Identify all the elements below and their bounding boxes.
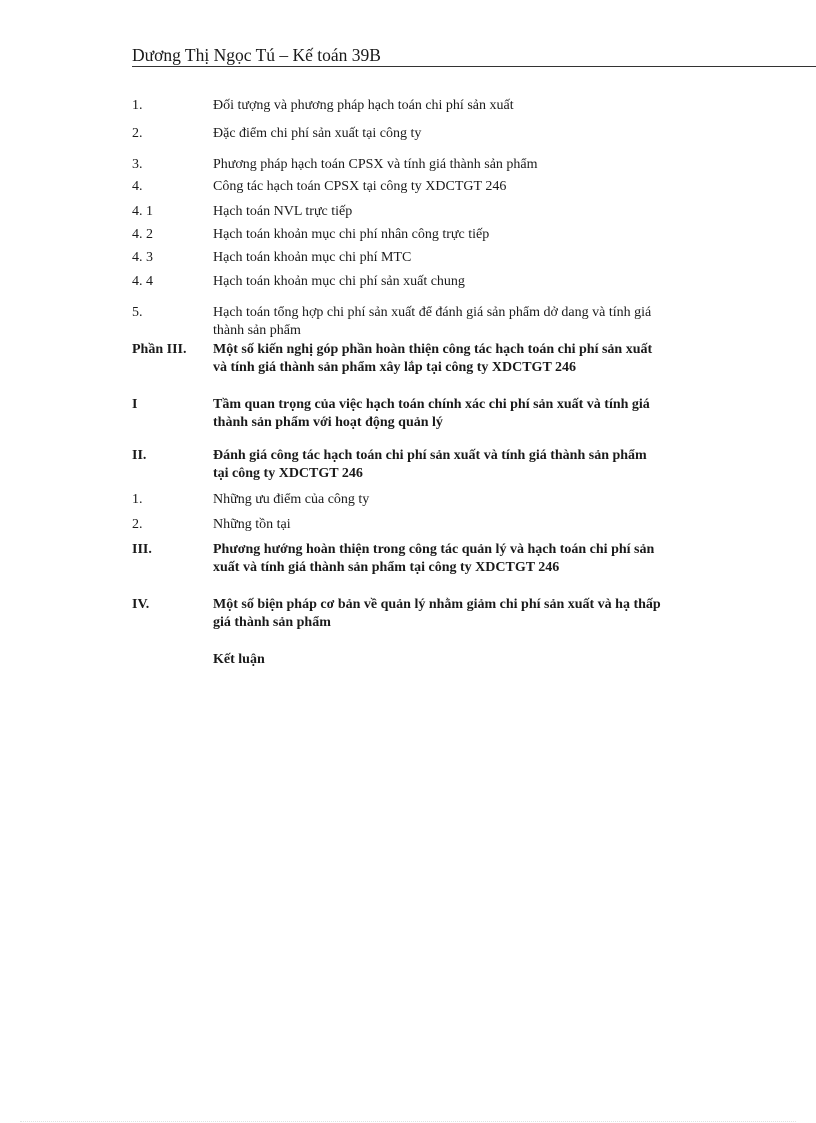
toc-text: Đối tượng và phương pháp hạch toán chi phí sản xuất xyxy=(213,98,514,113)
toc-number: 1. xyxy=(132,98,143,113)
toc-text: Kết luận xyxy=(213,652,265,667)
toc-number: 3. xyxy=(132,157,143,172)
toc-number: 2. xyxy=(132,517,143,532)
toc-number: 4. xyxy=(132,179,143,194)
toc-text: Tầm quan trọng của việc hạch toán chính xác chi phí sản xuất và tính giá thành sản phẩm với hoạt động quản lý xyxy=(213,397,650,430)
toc-number: 4. 4 xyxy=(132,274,153,289)
toc-text: Đánh giá công tác hạch toán chi phí sản xuất và tính giá thành sản phẩm tại công ty XDCTGT 246 xyxy=(213,448,647,481)
toc-number: II. xyxy=(132,448,147,463)
toc-number: 4. 2 xyxy=(132,227,153,242)
toc-number: 5. xyxy=(132,305,143,320)
toc-text: Một số biện pháp cơ bản về quản lý nhằm giảm chi phí sản xuất và hạ thấp giá thành sản phẩm xyxy=(213,597,661,630)
toc-number: 2. xyxy=(132,126,143,141)
toc-number: 1. xyxy=(132,492,143,507)
toc-text: Công tác hạch toán CPSX tại công ty XDCTGT 246 xyxy=(213,179,507,194)
toc-text: Hạch toán khoản mục chi phí sản xuất chung xyxy=(213,274,465,289)
toc-text: Phương hướng hoàn thiện trong công tác quản lý và hạch toán chi phí sản xuất và tính giá thành sản phẩm tại công ty XDCTGT 246 xyxy=(213,542,655,575)
toc-text: Hạch toán khoản mục chi phí nhân công trực tiếp xyxy=(213,227,490,242)
toc-text: Hạch toán khoản mục chi phí MTC xyxy=(213,250,412,265)
toc-text: Hạch toán tổng hợp chi phí sản xuất để đánh giá sản phẩm dở dang và tính giá thành sản phẩm xyxy=(213,305,652,338)
page-bottom-divider xyxy=(20,1121,796,1122)
toc-text: Những ưu điểm của công ty xyxy=(213,492,370,507)
toc-text: Hạch toán NVL trực tiếp xyxy=(213,204,353,219)
toc-number: Phần III. xyxy=(132,342,187,357)
toc-text: Phương pháp hạch toán CPSX và tính giá thành sản phẩm xyxy=(213,157,538,172)
toc-number: 4. 3 xyxy=(132,250,153,265)
toc-number: IV. xyxy=(132,597,150,612)
toc-text: Những tồn tại xyxy=(213,517,291,532)
toc-text: Đặc điểm chi phí sản xuất tại công ty xyxy=(213,126,422,141)
header-title: Dương Thị Ngọc Tú – Kế toán 39B xyxy=(132,45,381,65)
toc-number: III. xyxy=(132,542,152,557)
toc-number: 4. 1 xyxy=(132,204,153,219)
toc-text: Một số kiến nghị góp phần hoàn thiện công tác hạch toán chi phí sản xuất và tính giá thành sản phẩm xây lắp tại công ty XDCTGT 246 xyxy=(213,342,653,375)
page-header xyxy=(132,44,816,67)
toc-number: I xyxy=(132,397,138,412)
